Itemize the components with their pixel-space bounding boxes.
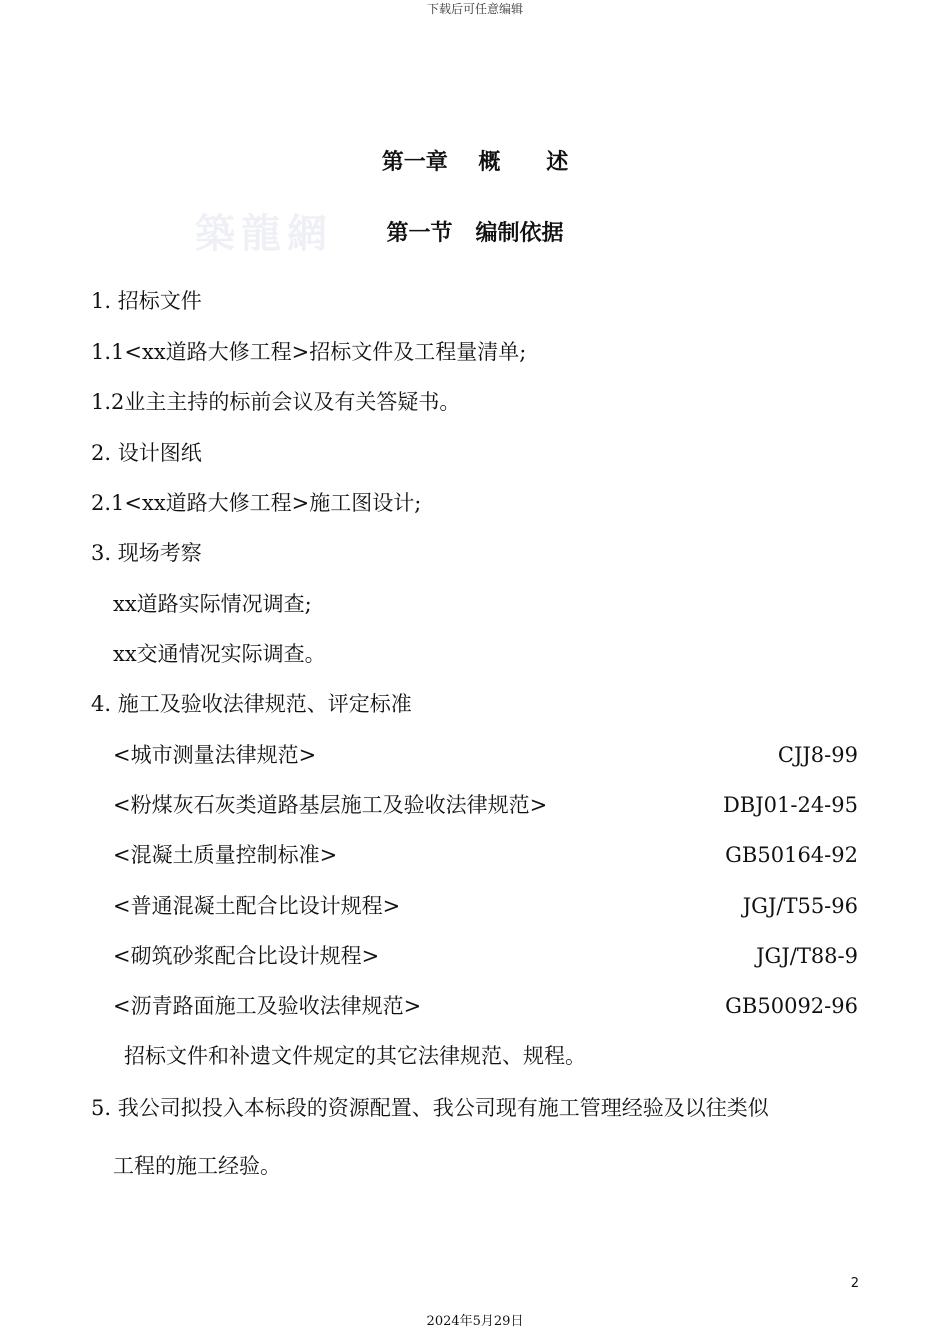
item3-heading: 3. 现场考察	[91, 541, 202, 565]
standard-code: GB50164-92	[725, 843, 858, 867]
standard-code: GB50092-96	[725, 994, 858, 1018]
item5-line1: 5. 我公司拟投入本标段的资源配置、我公司现有施工管理经验及以往类似	[91, 1096, 769, 1120]
item4-heading: 4. 施工及验收法律规范、评定标准	[91, 692, 412, 716]
item1-heading: 1. 招标文件	[91, 289, 202, 313]
item1-2: 1.2业主主持的标前会议及有关答疑书。	[91, 390, 461, 414]
standard-code: JGJ/T88-9	[756, 944, 858, 968]
standard-code: DBJ01-24-95	[722, 793, 858, 817]
item2-heading: 2. 设计图纸	[91, 441, 202, 465]
page-number: 2	[850, 1276, 859, 1291]
standard-row	[113, 896, 858, 917]
standard-name: <沥青路面施工及验收法律规范>	[113, 994, 422, 1018]
item4-note: 招标文件和补遗文件规定的其它法律规范、规程。	[124, 1044, 586, 1068]
standard-row	[113, 845, 858, 866]
footer-date: 2024年5月29日	[426, 1314, 524, 1329]
item1-1: 1.1<xx道路大修工程>招标文件及工程量清单;	[91, 340, 527, 364]
standard-code: CJJ8-99	[777, 743, 858, 767]
item2-1: 2.1<xx道路大修工程>施工图设计;	[91, 491, 422, 515]
standard-row	[113, 996, 858, 1017]
watermark-logo: 築龍網	[195, 210, 333, 257]
standard-name: <粉煤灰石灰类道路基层施工及验收法律规范>	[113, 793, 548, 817]
standard-name: <普通混凝土配合比设计规程>	[113, 894, 401, 918]
item3-a: xx道路实际情况调查;	[113, 592, 312, 616]
standard-name: <城市测量法律规范>	[113, 743, 317, 767]
standard-row	[113, 745, 858, 766]
header-note: 下载后可任意编辑	[426, 2, 523, 16]
section-title: 第一节 编制依据	[386, 221, 564, 246]
standard-row	[113, 946, 858, 967]
standard-row	[113, 795, 858, 816]
standard-name: <砌筑砂浆配合比设计规程>	[113, 944, 380, 968]
standard-name: <混凝土质量控制标准>	[113, 843, 338, 867]
item5-line2: 工程的施工经验。	[113, 1154, 281, 1178]
chapter-title: 第一章 概 述	[381, 150, 569, 175]
standard-code: JGJ/T55-96	[742, 894, 858, 918]
item3-b: xx交通情况实际调查。	[113, 642, 326, 666]
